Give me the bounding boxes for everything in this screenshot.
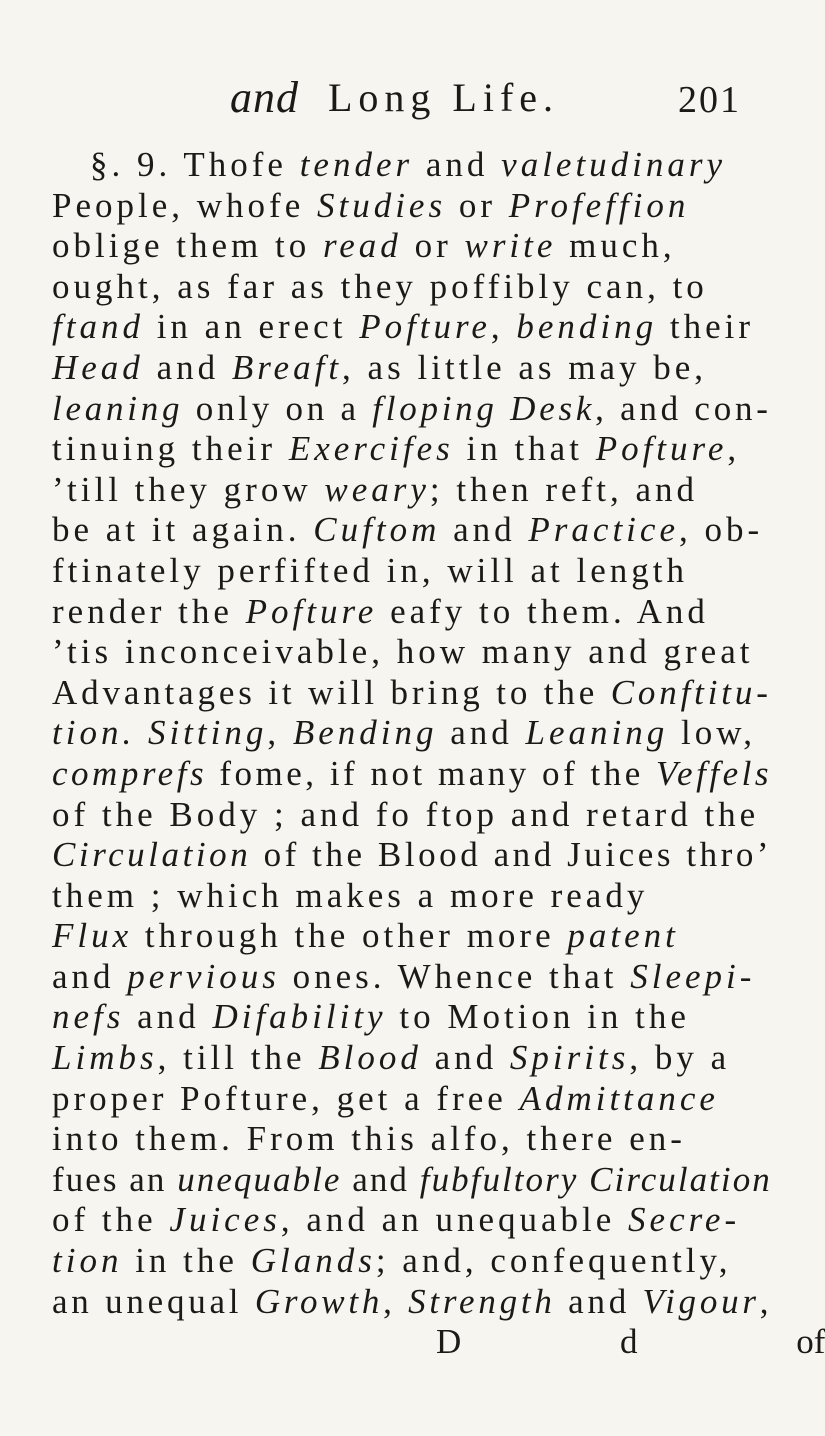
italic-text: Veffels (656, 753, 772, 793)
italic-text: Pofture (595, 429, 728, 469)
italic-text: tion. Sitting (52, 713, 268, 753)
text-line (52, 1119, 772, 1160)
italic-text: Exercifes (288, 429, 454, 469)
italic-text: Vigour (642, 1281, 760, 1321)
text-run: ’till they grow (52, 469, 325, 509)
italic-text: Pofture (359, 307, 491, 347)
text-run: them ; which makes a more ready (52, 875, 649, 915)
text-run: fues an (52, 1159, 178, 1199)
catchword: of (796, 1322, 825, 1362)
text-run: , and con- (595, 388, 772, 428)
signature-mark: D d (436, 1322, 638, 1362)
text-run: through the other more (132, 916, 568, 956)
text-line (52, 348, 772, 389)
text-run: and (413, 145, 502, 184)
text-run: ought, as far as they poffibly can, to (52, 266, 708, 306)
page-number: 201 (678, 79, 741, 121)
text-run: , and an unequable (280, 1200, 629, 1240)
text-run: People, whofe (52, 185, 317, 225)
text-run: proper Pofture, get a free (52, 1078, 520, 1118)
text-line (52, 267, 772, 308)
text-line (52, 795, 772, 836)
text-run: their (657, 307, 755, 347)
body-text (52, 145, 825, 1363)
text-line (52, 876, 772, 917)
italic-text: Limbs (52, 1038, 158, 1078)
text-run: of the Blood and Juices thro’ (251, 835, 773, 875)
text-run: into them. From this alfo, there en- (52, 1119, 686, 1159)
italic-text: write (464, 226, 557, 266)
italic-text: Head (52, 347, 144, 387)
text-line (52, 551, 772, 592)
italic-text: Admittance (519, 1078, 719, 1118)
text-run: low, (668, 713, 757, 753)
italic-text: pervious (127, 956, 280, 996)
italic-text: Secre- (628, 1200, 741, 1240)
text-run: in the (122, 1241, 251, 1281)
italic-text: Growth (254, 1281, 384, 1321)
italic-text: Glands (250, 1241, 376, 1281)
text-line (52, 1038, 772, 1079)
text-run: Advantages it will bring to the (52, 672, 611, 712)
italic-text: fubfultory Circulation (419, 1159, 772, 1199)
text-line (52, 592, 772, 633)
italic-text: read (322, 226, 402, 266)
text-run: , by a (629, 1038, 731, 1078)
text-run: render the (52, 591, 246, 631)
text-run: , (267, 713, 293, 753)
text-line (52, 429, 772, 470)
text-line (52, 1241, 772, 1282)
text-line (52, 186, 772, 227)
text-run: or (446, 185, 509, 225)
signature-line (52, 1322, 825, 1363)
italic-text: Bending (292, 713, 438, 753)
text-run: oblige them to (52, 226, 323, 266)
text-line (52, 835, 772, 876)
italic-text: Flux (52, 916, 133, 956)
text-line (52, 1160, 772, 1201)
italic-text: Blood (318, 1038, 422, 1078)
running-head (210, 72, 770, 132)
text-run: ; then reft, and (429, 469, 698, 509)
text-run: , (759, 1281, 773, 1321)
italic-text: weary (324, 469, 430, 509)
text-line (52, 307, 772, 348)
text-line (52, 713, 772, 754)
text-run: only on a (183, 388, 373, 428)
italic-text: comprefs (52, 753, 208, 793)
italic-text: tender (299, 145, 414, 184)
text-run: and (421, 1038, 510, 1078)
text-run: and (143, 347, 232, 387)
text-run: of the Body ; and fo ftop and retard the (52, 794, 760, 834)
text-line (52, 754, 772, 795)
text-run: fome, if not many of the (207, 753, 657, 793)
text-run: and (555, 1281, 643, 1321)
italic-text: Sleepi- (630, 956, 756, 996)
text-run: , till the (157, 1038, 319, 1078)
text-line (52, 673, 772, 714)
italic-text: floping Desk (372, 388, 596, 428)
running-head-italic: and (230, 73, 299, 122)
text-run: ; and, confequently, (375, 1241, 732, 1281)
text-line (52, 226, 772, 267)
italic-text: Studies (316, 185, 447, 225)
italic-text: bending (516, 307, 658, 347)
italic-text: Breaft (231, 347, 343, 387)
text-run: or (401, 226, 465, 266)
italic-text: Spirits (509, 1038, 630, 1078)
running-head-title: Long Life. (328, 75, 560, 120)
italic-text: Conftitu- (610, 672, 772, 712)
italic-text: Leaning (525, 713, 669, 753)
text-run: , ob- (678, 510, 764, 550)
text-run: eafy to them. And (377, 591, 709, 631)
italic-text: Cuftom (313, 510, 441, 550)
text-run: §. 9. Thofe (90, 145, 300, 184)
text-run: , as little as may be, (342, 347, 708, 387)
text-run: tinuing their (52, 429, 289, 469)
italic-text: unequable (177, 1159, 342, 1199)
text-run: much, (556, 226, 676, 266)
text-run: an unequal (52, 1281, 255, 1321)
text-run: and (124, 997, 213, 1037)
text-run: , (383, 1281, 409, 1321)
italic-text: Strength (408, 1281, 556, 1321)
text-line (52, 470, 772, 511)
text-run: of the (52, 1200, 170, 1240)
italic-text: ftand (52, 307, 144, 347)
text-run: and (437, 713, 526, 753)
text-run: , (490, 307, 517, 347)
text-run: and (52, 956, 128, 996)
italic-text: Profeffion (508, 185, 690, 225)
italic-text: nefs (52, 997, 125, 1037)
italic-text: leaning (52, 388, 184, 428)
italic-text: Difability (212, 997, 387, 1037)
text-run: and (341, 1159, 420, 1199)
text-line (52, 957, 772, 998)
text-line (52, 389, 772, 430)
italic-text: Pofture (245, 591, 378, 631)
text-run: to Motion in the (386, 997, 690, 1037)
italic-text: Juices (169, 1200, 281, 1240)
text-run: ftinately perfifted in, will at length (52, 550, 689, 590)
text-run: in that (453, 429, 596, 469)
text-line (52, 1282, 772, 1323)
text-line (52, 510, 772, 551)
text-run: ones. Whence that (279, 956, 631, 996)
text-run: be at it again. (52, 510, 314, 550)
text-run: in an erect (143, 307, 360, 347)
text-line (52, 145, 772, 186)
text-run: and (440, 510, 529, 550)
text-line (52, 632, 772, 673)
text-run: ’tis inconceivable, how many and great (52, 632, 754, 672)
text-line (52, 1079, 772, 1120)
text-run: , (727, 429, 741, 469)
italic-text: valetudinary (501, 145, 727, 184)
italic-text: Circulation (52, 835, 252, 875)
text-line (52, 916, 772, 957)
text-line (52, 997, 772, 1038)
italic-text: tion (52, 1241, 123, 1281)
text-line (52, 1200, 772, 1241)
italic-text: patent (567, 916, 679, 956)
italic-text: Practice (528, 510, 679, 550)
